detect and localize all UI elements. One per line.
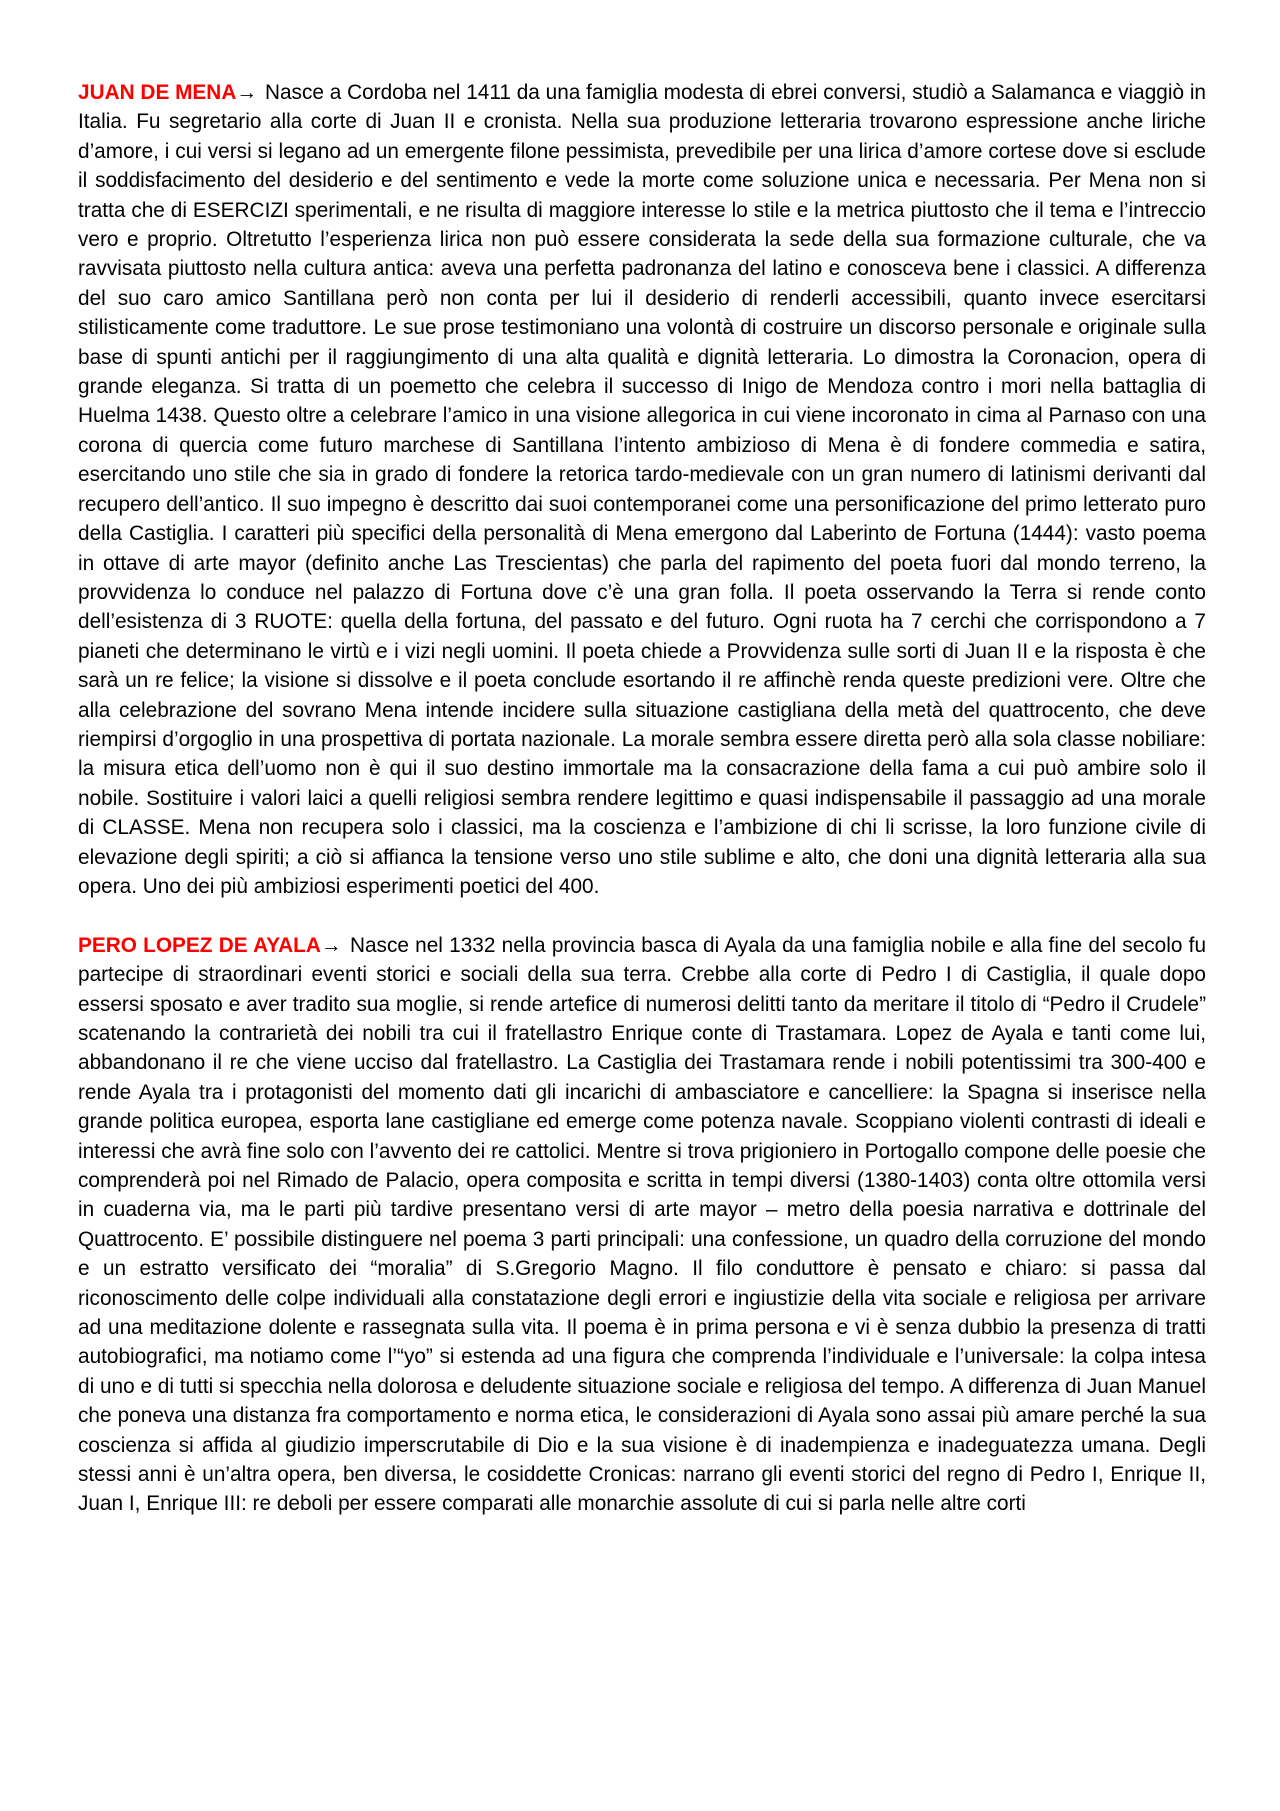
section-pero-lopez-de-ayala	[78, 931, 1206, 1519]
right-arrow-icon: →	[236, 81, 258, 104]
section-body: Nasce nel 1332 nella provincia basca di Ayala da una famiglia nobile e alla fine del secolo fu partecipe di straordinari eventi storici e sociali della sua terra. Crebbe alla corte di Pedro I di Castiglia, il quale dopo essersi sposato e aver tradito sua moglie, si rende artefice di numerosi delitti tanto da meritare il titolo di “Pedro il Crudele” scatenando la contrarietà dei nobili tra cui il fratellastro Enrique conte di Trastamara. Lopez de Ayala e tanti come lui, abbandonano il re che viene ucciso dal fratellastro. La Castiglia dei Trastamara rende i nobili potentissimi tra 300-400 e rende Ayala tra i protagonisti del momento dati gli incarichi di ambasciatore e cancelliere: la Spagna si inserisce nella grande politica europea, esporta lane castigliane ed emerge come potenza navale. Scoppiano violenti contrasti di ideali e interessi che avrà fine solo con l’avvento dei re cattolici. Mentre si trova prigioniero in Portogallo compone delle poesie che comprenderà poi nel Rimado de Palacio, opera composita e scritta in tempi diversi (1380-1403) conta oltre ottomila versi in cuaderna via, ma le parti più tardive presentano versi di arte mayor – metro della poesia narrativa e dottrinale del Quattrocento. E’ possibile distinguere nel poema 3 parti principali: una confessione, un quadro della corruzione del mondo e un estratto versificato dei “moralia” di S.Gregorio Magno. Il filo conduttore è pensato e chiaro: si passa dal riconoscimento delle colpe individuali alla constatazione degli errori e ingiustizie della vita sociale e religiosa per arrivare ad una meditazione dolente e rassegnata sulla vita. Il poema è in prima persona e vi è senza dubbio la presenza di tratti autobiografici, ma notiamo come l’“yo” si estenda ad una figura che comprenda l’individuale e l’universale: la colpa intesa di uno e di tutti si specchia nella dolorosa e deludente situazione sociale e religiosa del tempo. A differenza di Juan Manuel che poneva una distanza fra comportamento e norma etica, le considerazioni di Ayala sono assai più amare perché la sua coscienza si affida al giudizio imperscrutabile di Dio e la sua visione è di inadempienza e inadeguatezza umana. Degli stessi anni è un’altra opera, ben diversa, le cosiddette Cronicas: narrano gli eventi storici del regno di Pedro I, Enrique II, Juan I, Enrique III: re deboli per essere comparati alle monarchie assolute di cui si parla nelle altre corti	[78, 933, 1207, 1516]
section-heading: PERO LOPEZ DE AYALA	[78, 933, 321, 957]
section-heading: JUAN DE MENA	[78, 81, 237, 104]
section-body: Nasce a Cordoba nel 1411 da una famiglia modesta di ebrei conversi, studiò a Salamanca e viaggiò in Italia. Fu segretario alla corte di Juan II e cronista. Nella sua produzione letteraria trovarono espressione anche liriche d’amore, i cui versi si legano ad un emergente filone pessimista, prevedibile per una lirica d’amore cortese dove si esclude il soddisfacimento del desiderio e del sentimento e vede la morte come soluzione unica e necessaria. Per Mena non si tratta che di ESERCIZI sperimentali, e ne risulta di maggiore interesse lo stile e la metrica piuttosto che il tema e l’intreccio vero e proprio. Oltretutto l’esperienza lirica non può essere considerata la sede della sua formazione culturale, che va ravvisata piuttosto nella cultura antica: aveva una perfetta padronanza del latino e conosceva bene i classici. A differenza del suo caro amico Santillana però non conta per lui il desiderio di renderli accessibili, quanto invece esercitarsi stilisticamente come traduttore. Le sue prose testimoniano una volontà di costruire un discorso personale e originale sulla base di spunti antichi per il raggiungimento di una alta qualità e dignità letteraria. Lo dimostra la Coronacion, opera di grande eleganza. Si tratta di un poemetto che celebra il successo di Inigo de Mendoza contro i mori nella battaglia di Huelma 1438. Questo oltre a celebrare l’amico in una visione allegorica in cui viene incoronato in cima al Parnaso con una corona di quercia come futuro marchese di Santillana l’intento ambizioso di Mena è di fondere commedia e satira, esercitando uno stile che sia in grado di fondere la retorica tardo-medievale con un gran numero di latinismi derivanti dal recupero dell’antico. Il suo impegno è descritto dai suoi contemporanei come una personificazione del primo letterato puro della Castiglia. I caratteri più specifici della personalità di Mena emergono dal Laberinto de Fortuna (1444): vasto poema in ottave di arte mayor (definito anche Las Trescientas) che parla del rapimento del poeta fuori dal mondo terreno, la provvidenza lo conduce nel palazzo di Fortuna dove c’è una gran folla. Il poeta osservando la Terra si rende conto dell’esistenza di 3 RUOTE: quella della fortuna, del passato e del futuro. Ogni ruota ha 7 cerchi che corrispondono a 7 pianeti che determinano le virtù e i vizi negli uomini. Il poeta chiede a Provvidenza sulle sorti di Juan II e la risposta è che sarà un re felice; la visione si dissolve e il poeta conclude esortando il re affinchè renda queste predizioni vere. Oltre che alla celebrazione del sovrano Mena intende incidere sulla situazione castigliana della metà del quattrocento, che deve riempirsi d’orgoglio in una prospettiva di portata nazionale. La morale sembra essere diretta però alla sola classe nobiliare: la misura etica dell’uomo non è qui il suo destino immortale ma la consacrazione della fama a cui può ambire solo il nobile. Sostituire i valori laici a quelli religiosi sembra rendere legittimo e quasi indispensabile il passaggio ad una morale di CLASSE. Mena non recupera solo i classici, ma la coscienza e l’ambizione di chi li scrisse, la loro funzione civile di elevazione degli spiriti; a ciò si affianca la tensione verso uno stile sublime e alto, che doni una dignità letteraria alla sua opera. Uno dei più ambiziosi esperimenti poetici del 400.	[78, 81, 1207, 898]
section-juan-de-mena	[78, 78, 1206, 901]
right-arrow-icon: →	[320, 933, 342, 957]
document-page	[78, 78, 1206, 1519]
